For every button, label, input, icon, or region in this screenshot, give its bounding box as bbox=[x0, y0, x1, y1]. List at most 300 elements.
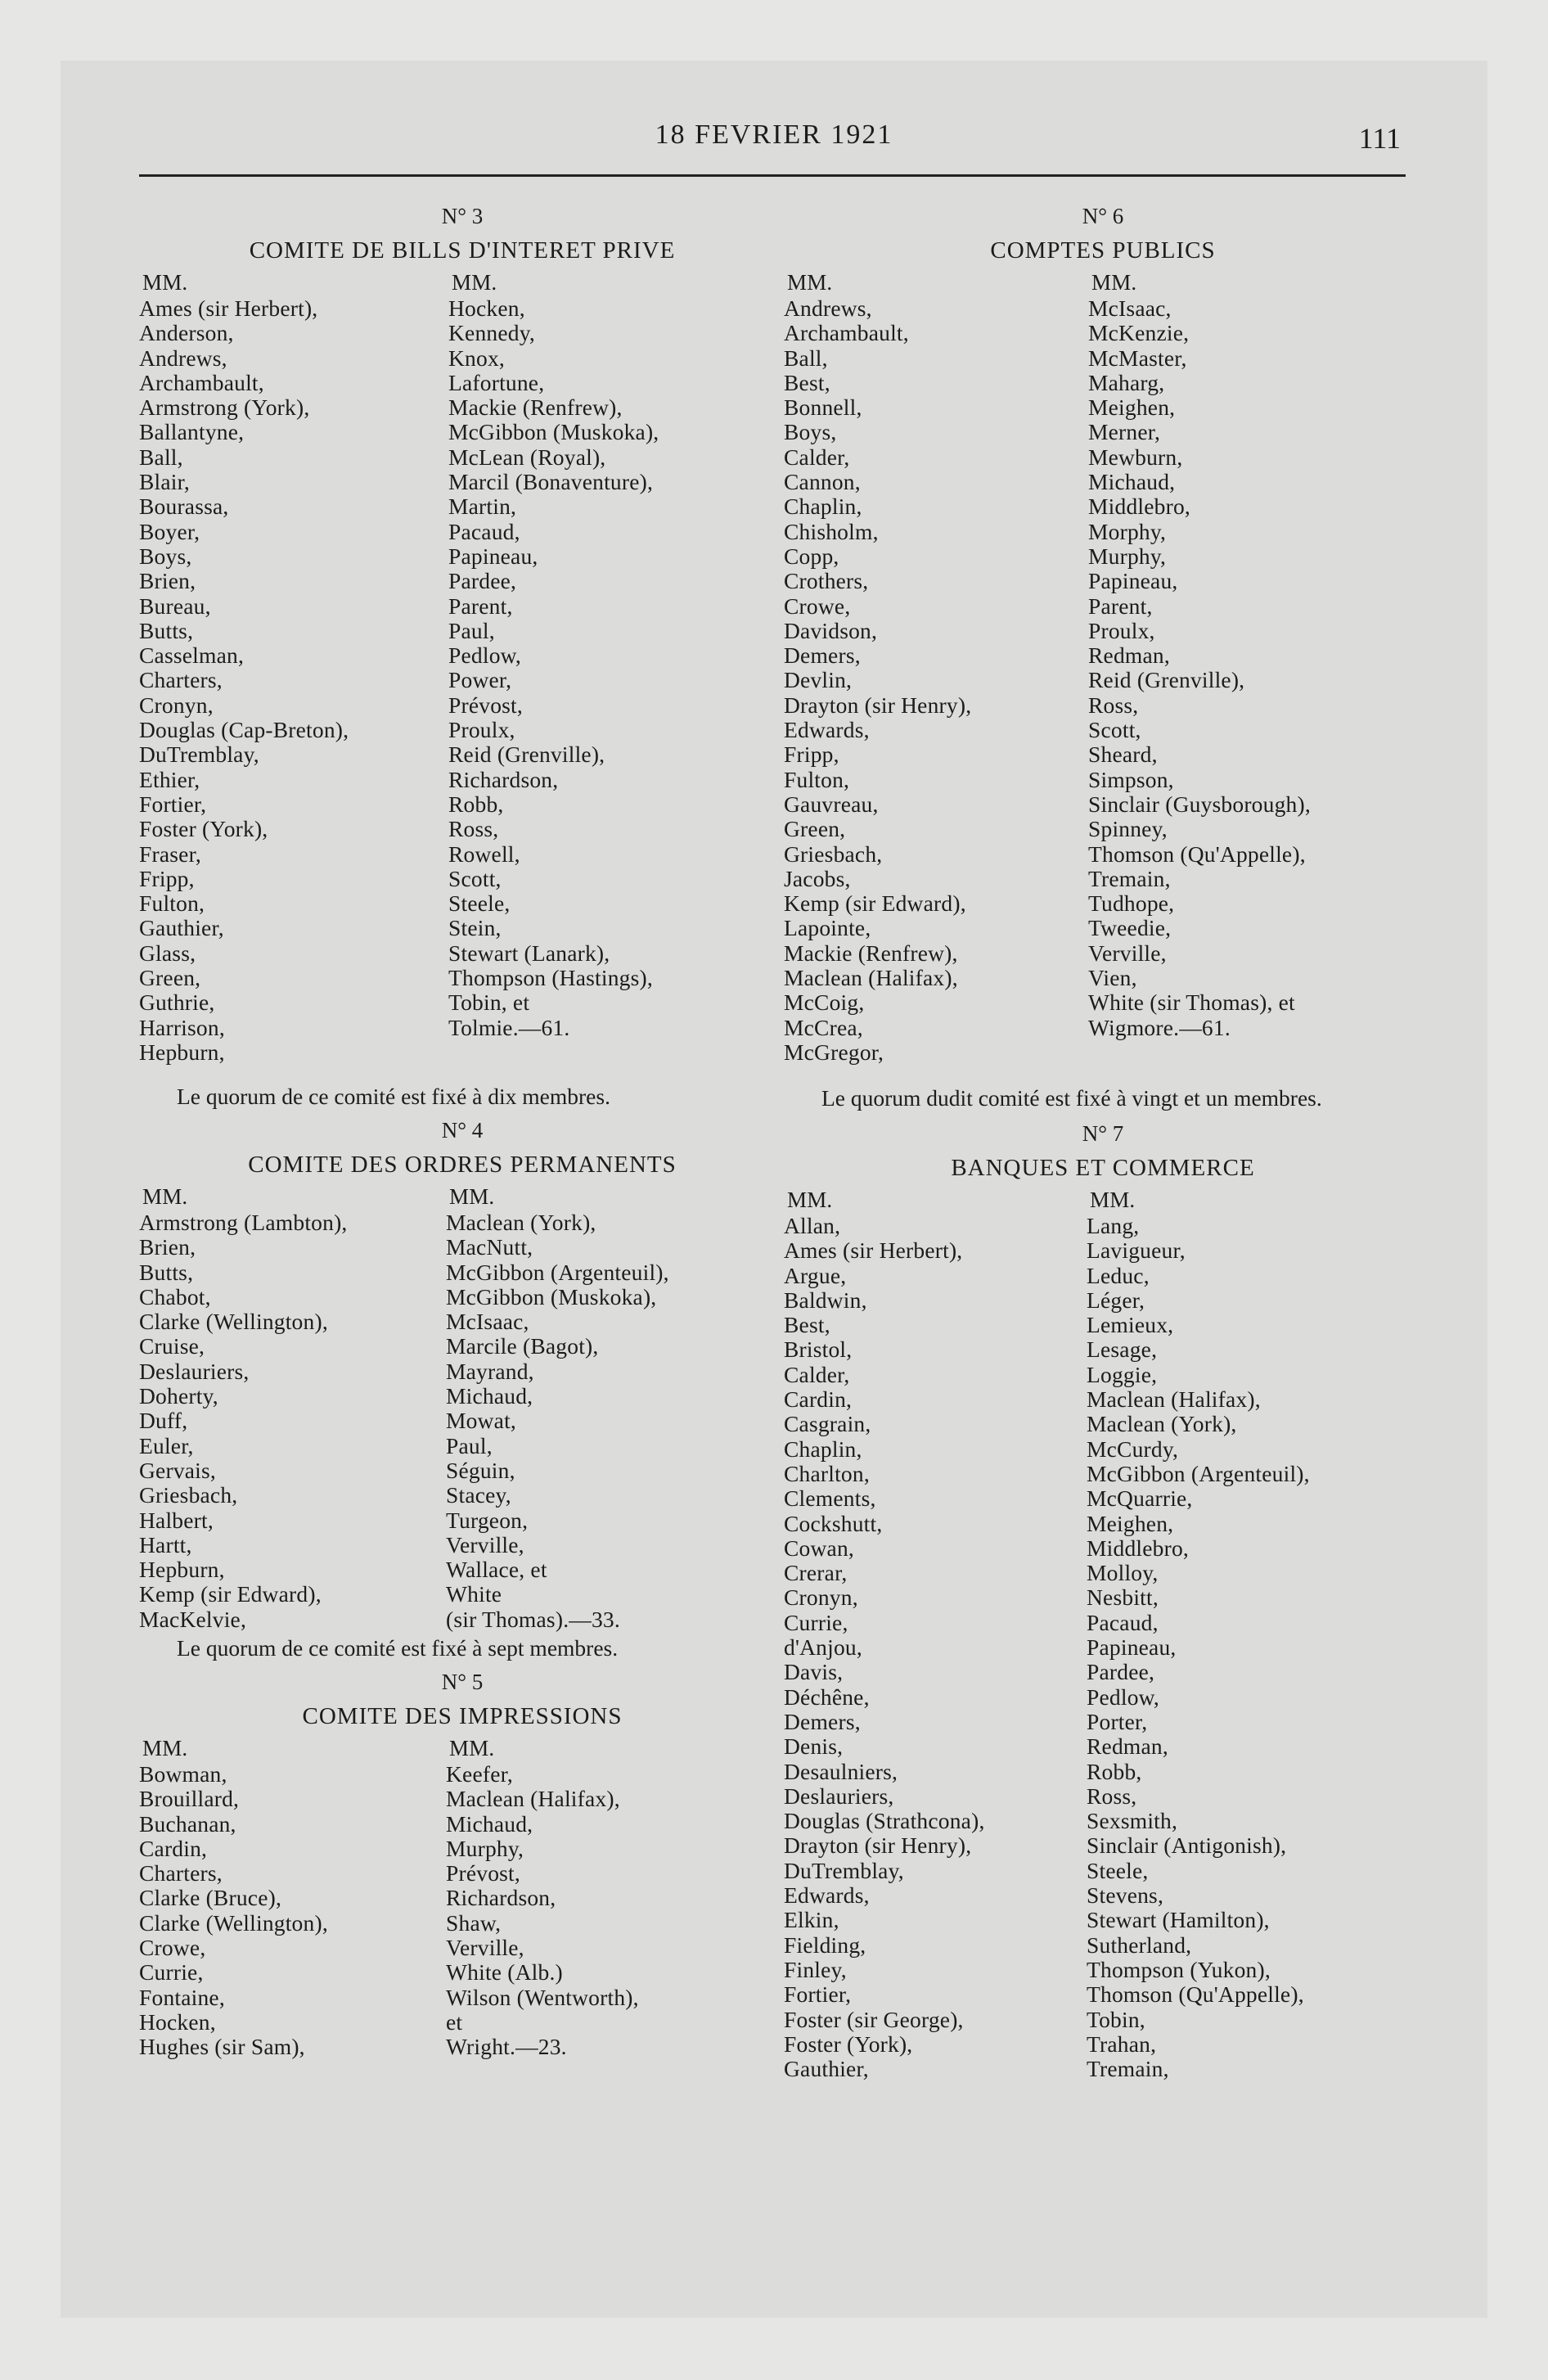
member-list-col2 bbox=[1087, 1186, 1310, 2081]
member-name: Wright.—23. bbox=[446, 2034, 567, 2060]
member-name: Tobin, et bbox=[448, 989, 530, 1016]
member-name: Knox, bbox=[448, 345, 505, 371]
member-name: Crerar, bbox=[784, 1560, 848, 1586]
member-name: Tolmie.—61. bbox=[448, 1014, 570, 1040]
member-name: Maclean (York), bbox=[1087, 1411, 1237, 1437]
member-name: Jacobs, bbox=[784, 865, 851, 891]
committee-4 bbox=[139, 1114, 785, 1661]
member-name: et bbox=[446, 2008, 463, 2035]
member-name: Best, bbox=[784, 1312, 830, 1338]
list-header: MM. bbox=[787, 270, 833, 295]
member-name: Mackie (Renfrew), bbox=[784, 940, 958, 966]
member-name: Gervais, bbox=[139, 1457, 216, 1483]
member-name: Elkin, bbox=[784, 1907, 839, 1933]
member-name: (sir Thomas).—33. bbox=[446, 1606, 620, 1632]
committee-number: N° 4 bbox=[441, 1118, 484, 1143]
member-name: Charters, bbox=[139, 667, 223, 693]
list-header: MM. bbox=[142, 1736, 188, 1760]
member-name: Merner, bbox=[1088, 419, 1161, 445]
member-name: Ball, bbox=[139, 444, 183, 470]
member-name: Stewart (Lanark), bbox=[448, 940, 610, 966]
running-head bbox=[61, 119, 1487, 156]
member-name: Keefer, bbox=[446, 1761, 513, 1787]
member-name: Redman, bbox=[1087, 1733, 1168, 1760]
member-name: Verville, bbox=[446, 1531, 524, 1557]
committee-number: N° 7 bbox=[1082, 1121, 1124, 1146]
member-name: Cowan, bbox=[784, 1535, 854, 1561]
member-name: Ballantyne, bbox=[139, 419, 245, 445]
list-header: MM. bbox=[452, 270, 497, 295]
member-name: Calder, bbox=[784, 444, 850, 470]
member-name: Thomson (Qu'Appelle), bbox=[1088, 841, 1306, 867]
member-list-col1 bbox=[139, 1734, 328, 2060]
committee-number: N° 6 bbox=[1082, 204, 1124, 228]
member-name: Fulton, bbox=[139, 890, 205, 917]
member-name: Chaplin, bbox=[784, 1436, 862, 1462]
member-name: Molloy, bbox=[1087, 1560, 1159, 1586]
member-list-col1 bbox=[139, 268, 349, 1065]
member-name: Steele, bbox=[1087, 1857, 1149, 1883]
list-header: MM. bbox=[449, 1736, 495, 1760]
member-name: Archambault, bbox=[139, 369, 264, 395]
member-name: Lavigueur, bbox=[1087, 1237, 1186, 1264]
member-name: Glass, bbox=[139, 940, 196, 966]
list-header: MM. bbox=[787, 1188, 833, 1212]
member-name: Ball, bbox=[784, 345, 828, 371]
member-name: Brien, bbox=[139, 568, 196, 594]
member-name: Desaulniers, bbox=[784, 1758, 898, 1784]
member-name: Bristol, bbox=[784, 1336, 853, 1363]
member-name: Murphy, bbox=[1088, 543, 1167, 569]
member-name: Pacaud, bbox=[1087, 1609, 1159, 1635]
member-name: Tudhope, bbox=[1088, 890, 1175, 917]
member-name: McGibbon (Argenteuil), bbox=[446, 1259, 669, 1285]
member-lists bbox=[784, 1186, 1422, 2103]
member-lists bbox=[784, 268, 1422, 1083]
member-name: Mayrand, bbox=[446, 1358, 534, 1384]
member-name: Buchanan, bbox=[139, 1810, 236, 1837]
member-name: Hughes (sir Sam), bbox=[139, 2034, 305, 2060]
member-name: Fortier, bbox=[784, 1981, 852, 2008]
member-name: Andrews, bbox=[784, 295, 872, 321]
member-name: Boys, bbox=[784, 419, 837, 445]
member-name: Lafortune, bbox=[448, 369, 545, 395]
member-name: Stevens, bbox=[1087, 1882, 1164, 1909]
member-name: McCoig, bbox=[784, 989, 865, 1016]
member-name: Reid (Grenville), bbox=[1088, 667, 1245, 693]
member-list-col1 bbox=[139, 1183, 348, 1632]
member-name: Deslauriers, bbox=[139, 1358, 250, 1384]
member-name: Foster (York), bbox=[784, 2031, 913, 2057]
member-name: White (sir Thomas), et bbox=[1088, 989, 1295, 1016]
member-name: Papineau, bbox=[448, 543, 538, 569]
committee-5 bbox=[139, 1666, 785, 2062]
member-name: Boyer, bbox=[139, 518, 200, 544]
member-name: Fielding, bbox=[784, 1931, 866, 1958]
member-name: Leduc, bbox=[1087, 1262, 1150, 1288]
member-name: Clarke (Bruce), bbox=[139, 1885, 282, 1911]
member-name: Maclean (Halifax), bbox=[784, 965, 958, 991]
member-name: Lang, bbox=[1087, 1213, 1140, 1238]
committee-7 bbox=[784, 1117, 1422, 2103]
member-name: Demers, bbox=[784, 1708, 861, 1734]
member-name: Pacaud, bbox=[448, 518, 520, 544]
committee-3 bbox=[139, 200, 785, 1109]
member-name: Pedlow, bbox=[448, 642, 521, 669]
member-name: Porter, bbox=[1087, 1708, 1148, 1734]
list-header: MM. bbox=[1091, 270, 1137, 295]
member-name: Clements, bbox=[784, 1485, 876, 1512]
member-name: Michaud, bbox=[446, 1383, 533, 1409]
member-name: Gauthier, bbox=[139, 915, 224, 941]
member-name: Bonnell, bbox=[784, 394, 862, 421]
member-name: Finley, bbox=[784, 1956, 847, 1982]
member-name: Simpson, bbox=[1088, 766, 1174, 792]
member-name: Middlebro, bbox=[1087, 1535, 1189, 1561]
member-name: McGibbon (Muskoka), bbox=[448, 419, 659, 445]
member-name: Meighen, bbox=[1088, 394, 1176, 421]
member-name: Sinclair (Antigonish), bbox=[1087, 1832, 1287, 1859]
member-name: McCurdy, bbox=[1087, 1436, 1179, 1462]
member-name: Meighen, bbox=[1087, 1510, 1174, 1536]
member-name: Currie, bbox=[139, 1959, 204, 1986]
member-name: White (Alb.) bbox=[446, 1959, 563, 1986]
member-name: Pardee, bbox=[448, 568, 517, 594]
member-name: Lesage, bbox=[1087, 1336, 1158, 1363]
member-name: Papineau, bbox=[1087, 1634, 1177, 1661]
member-name: Clarke (Wellington), bbox=[139, 1309, 328, 1335]
member-name: Stewart (Hamilton), bbox=[1087, 1907, 1270, 1933]
member-name: Vien, bbox=[1088, 965, 1137, 991]
member-name: Drayton (sir Henry), bbox=[784, 692, 972, 718]
member-name: Spinney, bbox=[1088, 816, 1168, 842]
member-name: DuTremblay, bbox=[139, 741, 259, 768]
member-name: Ross, bbox=[1087, 1783, 1137, 1809]
member-name: Proulx, bbox=[448, 717, 515, 743]
member-name: Boys, bbox=[139, 543, 192, 569]
quorum-note: Le quorum dudit comité est fixé à vingt et un membres. bbox=[821, 1085, 1322, 1111]
member-name: Gauthier, bbox=[784, 2056, 869, 2082]
member-name: Currie, bbox=[784, 1609, 848, 1635]
member-name: Martin, bbox=[448, 494, 517, 520]
member-name: Foster (York), bbox=[139, 816, 268, 842]
member-name: Murphy, bbox=[446, 1835, 524, 1861]
committee-title: COMITE DES ORDRES PERMANENTS bbox=[248, 1152, 677, 1178]
member-name: Ross, bbox=[1088, 692, 1139, 718]
member-name: McIsaac, bbox=[446, 1309, 529, 1335]
member-name: Green, bbox=[139, 965, 201, 991]
member-name: Nesbitt, bbox=[1087, 1584, 1159, 1611]
member-name: McCrea, bbox=[784, 1014, 863, 1040]
member-name: Ames (sir Herbert), bbox=[784, 1237, 963, 1264]
member-name: McGibbon (Argenteuil), bbox=[1087, 1460, 1310, 1486]
member-name: Green, bbox=[784, 816, 846, 842]
member-name: Sutherland, bbox=[1087, 1931, 1192, 1958]
member-list-col1 bbox=[784, 1186, 985, 2081]
member-name: Parent, bbox=[1088, 593, 1153, 619]
member-name: Shaw, bbox=[446, 1909, 502, 1936]
member-list-col2 bbox=[446, 1183, 669, 1632]
list-header: MM. bbox=[1090, 1188, 1136, 1212]
member-name: Stacey, bbox=[446, 1482, 511, 1508]
member-name: Thompson (Yukon), bbox=[1087, 1956, 1271, 1982]
member-name: Cannon, bbox=[784, 469, 861, 495]
member-name: Sinclair (Guysborough), bbox=[1088, 791, 1311, 817]
member-name: Power, bbox=[448, 667, 512, 693]
member-name: Brien, bbox=[139, 1234, 196, 1260]
member-name: Ross, bbox=[448, 816, 499, 842]
member-name: Kemp (sir Edward), bbox=[784, 890, 966, 917]
member-name: DuTremblay, bbox=[784, 1857, 904, 1883]
member-list-col2 bbox=[448, 268, 659, 1040]
member-name: Chisholm, bbox=[784, 518, 879, 544]
member-name: Argue, bbox=[784, 1262, 847, 1288]
member-name: Pedlow, bbox=[1087, 1684, 1159, 1710]
member-name: Séguin, bbox=[446, 1457, 515, 1483]
member-name: Mewburn, bbox=[1088, 444, 1183, 470]
member-name: MacKelvie, bbox=[139, 1606, 247, 1632]
member-name: Proulx, bbox=[1088, 617, 1155, 643]
quorum-note: Le quorum de ce comité est fixé à dix membres. bbox=[177, 1084, 610, 1109]
member-name: Tweedie, bbox=[1088, 915, 1172, 941]
member-name: Douglas (Strathcona), bbox=[784, 1808, 985, 1834]
member-name: Thompson (Hastings), bbox=[448, 965, 653, 991]
member-name: Sexsmith, bbox=[1087, 1808, 1178, 1834]
member-name: Scott, bbox=[448, 865, 502, 891]
member-name: Chaplin, bbox=[784, 494, 862, 520]
member-name: Wallace, et bbox=[446, 1557, 547, 1583]
member-name: Reid (Grenville), bbox=[448, 741, 605, 768]
member-name: Devlin, bbox=[784, 667, 853, 693]
member-name: Edwards, bbox=[784, 1882, 870, 1909]
member-name: Stein, bbox=[448, 915, 502, 941]
member-lists bbox=[139, 268, 785, 1083]
member-name: Drayton (sir Henry), bbox=[784, 1832, 972, 1859]
member-name: Kennedy, bbox=[448, 320, 535, 346]
member-name: Richardson, bbox=[448, 766, 559, 792]
member-name: Verville, bbox=[446, 1935, 524, 1961]
member-name: Blair, bbox=[139, 469, 190, 495]
member-name: Hocken, bbox=[139, 2008, 216, 2035]
member-name: Middlebro, bbox=[1088, 494, 1190, 520]
member-name: Kemp (sir Edward), bbox=[139, 1581, 322, 1607]
member-name: Bourassa, bbox=[139, 494, 229, 520]
member-name: Bureau, bbox=[139, 593, 211, 619]
member-name: Euler, bbox=[139, 1432, 194, 1458]
member-name: McLean (Royal), bbox=[448, 444, 606, 470]
member-name: Maharg, bbox=[1088, 369, 1165, 395]
document-page bbox=[61, 61, 1487, 2318]
member-name: Clarke (Wellington), bbox=[139, 1909, 328, 1936]
member-name: Fortier, bbox=[139, 791, 207, 817]
member-name: Deslauriers, bbox=[784, 1783, 894, 1809]
member-name: Demers, bbox=[784, 642, 861, 669]
member-name: Morphy, bbox=[1088, 518, 1167, 544]
member-name: Tremain, bbox=[1087, 2056, 1169, 2082]
member-name: Richardson, bbox=[446, 1885, 556, 1911]
member-name: MacNutt, bbox=[446, 1234, 533, 1260]
member-name: Denis, bbox=[784, 1733, 844, 1760]
member-name: McGregor, bbox=[784, 1039, 884, 1065]
member-name: Edwards, bbox=[784, 717, 870, 743]
member-name: Crothers, bbox=[784, 568, 869, 594]
member-name: Hartt, bbox=[139, 1531, 192, 1557]
list-header: MM. bbox=[142, 270, 188, 295]
member-name: Loggie, bbox=[1087, 1361, 1158, 1387]
member-name: McGibbon (Muskoka), bbox=[446, 1283, 657, 1309]
member-name: Wilson (Wentworth), bbox=[446, 1984, 639, 2010]
committee-title: COMITE DE BILLS D'INTERET PRIVE bbox=[249, 237, 676, 264]
member-name: Hocken, bbox=[448, 295, 525, 321]
member-name: Andrews, bbox=[139, 345, 227, 371]
member-name: Davis, bbox=[784, 1659, 844, 1685]
member-name: Lemieux, bbox=[1087, 1312, 1174, 1338]
member-name: Wigmore.—61. bbox=[1088, 1014, 1231, 1040]
member-list-col2 bbox=[1088, 268, 1311, 1040]
member-name: Déchêne, bbox=[784, 1684, 870, 1710]
member-name: Prévost, bbox=[448, 692, 523, 718]
member-name: Calder, bbox=[784, 1361, 850, 1387]
member-name: Thomson (Qu'Appelle), bbox=[1087, 1981, 1304, 2008]
member-name: Fraser, bbox=[139, 841, 201, 867]
member-name: Brouillard, bbox=[139, 1786, 240, 1812]
member-name: Turgeon, bbox=[446, 1507, 529, 1533]
member-name: Léger, bbox=[1087, 1287, 1145, 1313]
member-name: Armstrong (Lambton), bbox=[139, 1210, 348, 1235]
member-lists bbox=[139, 1183, 785, 1634]
member-name: Sheard, bbox=[1088, 741, 1158, 768]
member-name: Cronyn, bbox=[784, 1584, 858, 1611]
member-name: Bowman, bbox=[139, 1761, 227, 1787]
member-name: Charlton, bbox=[784, 1460, 870, 1486]
member-name: Tremain, bbox=[1088, 865, 1171, 891]
member-name: Halbert, bbox=[139, 1507, 214, 1533]
member-list-col1 bbox=[784, 268, 971, 1065]
page-date-title: 18 FEVRIER 1921 bbox=[655, 119, 893, 150]
member-name: Hepburn, bbox=[139, 1557, 225, 1583]
member-name: Casgrain, bbox=[784, 1411, 871, 1437]
committee-title: COMITE DES IMPRESSIONS bbox=[302, 1703, 623, 1729]
member-name: Baldwin, bbox=[784, 1287, 867, 1313]
member-name: Maclean (York), bbox=[446, 1210, 596, 1235]
member-name: Steele, bbox=[448, 890, 511, 917]
member-name: McIsaac, bbox=[1088, 295, 1172, 321]
member-name: Douglas (Cap-Breton), bbox=[139, 717, 349, 743]
member-name: Allan, bbox=[784, 1213, 841, 1238]
member-name: Butts, bbox=[139, 1259, 194, 1285]
member-list-col2 bbox=[446, 1734, 639, 2060]
member-name: Maclean (Halifax), bbox=[446, 1786, 620, 1812]
member-name: Griesbach, bbox=[784, 841, 883, 867]
committee-title: BANQUES ET COMMERCE bbox=[951, 1155, 1255, 1181]
member-name: Mowat, bbox=[446, 1408, 516, 1434]
member-name: Foster (sir George), bbox=[784, 2006, 964, 2032]
member-name: Crowe, bbox=[784, 593, 851, 619]
committee-number: N° 3 bbox=[441, 204, 484, 228]
member-name: Copp, bbox=[784, 543, 839, 569]
list-header: MM. bbox=[142, 1184, 188, 1209]
member-name: Mackie (Renfrew), bbox=[448, 394, 623, 421]
member-name: Griesbach, bbox=[139, 1482, 238, 1508]
committee-number: N° 5 bbox=[441, 1670, 484, 1694]
member-name: Archambault, bbox=[784, 320, 909, 346]
member-name: Guthrie, bbox=[139, 989, 215, 1016]
member-name: Michaud, bbox=[446, 1810, 533, 1837]
member-name: Redman, bbox=[1088, 642, 1170, 669]
member-name: Marcil (Bonaventure), bbox=[448, 469, 654, 495]
member-name: Hepburn, bbox=[139, 1039, 225, 1065]
member-name: Davidson, bbox=[784, 617, 878, 643]
member-name: Casselman, bbox=[139, 642, 245, 669]
quorum-note: Le quorum de ce comité est fixé à sept membres. bbox=[177, 1635, 619, 1661]
member-name: Cardin, bbox=[784, 1386, 853, 1413]
member-name: Butts, bbox=[139, 617, 194, 643]
member-name: Fripp, bbox=[139, 865, 195, 891]
member-name: Michaud, bbox=[1088, 469, 1176, 495]
header-rule bbox=[139, 174, 1406, 177]
member-name: d'Anjou, bbox=[784, 1634, 862, 1661]
member-name: Tobin, bbox=[1087, 2006, 1145, 2032]
member-name: Verville, bbox=[1088, 940, 1167, 966]
member-name: Fripp, bbox=[784, 741, 839, 768]
member-name: Cronyn, bbox=[139, 692, 214, 718]
list-header: MM. bbox=[449, 1184, 495, 1209]
member-name: Ethier, bbox=[139, 766, 200, 792]
member-name: Pardee, bbox=[1087, 1659, 1155, 1685]
member-name: Ames (sir Herbert), bbox=[139, 295, 318, 321]
member-name: Gauvreau, bbox=[784, 791, 879, 817]
member-name: Prévost, bbox=[446, 1860, 520, 1886]
member-lists bbox=[139, 1734, 785, 2062]
member-name: White bbox=[446, 1581, 502, 1607]
member-name: Crowe, bbox=[139, 1935, 206, 1961]
member-name: Trahan, bbox=[1087, 2031, 1157, 2057]
member-name: Papineau, bbox=[1088, 568, 1178, 594]
member-name: McQuarrie, bbox=[1087, 1485, 1193, 1512]
right-column bbox=[784, 200, 1422, 2103]
member-name: Cruise, bbox=[139, 1333, 205, 1359]
member-name: McMaster, bbox=[1088, 345, 1187, 371]
member-name: Lapointe, bbox=[784, 915, 871, 941]
member-name: Cardin, bbox=[139, 1835, 208, 1861]
member-name: Cockshutt, bbox=[784, 1510, 883, 1536]
member-name: Charters, bbox=[139, 1860, 223, 1886]
committee-6 bbox=[784, 200, 1422, 1111]
member-name: Maclean (Halifax), bbox=[1087, 1386, 1261, 1413]
member-name: Paul, bbox=[448, 617, 495, 643]
member-name: Robb, bbox=[448, 791, 504, 817]
member-name: Doherty, bbox=[139, 1383, 218, 1409]
member-name: Anderson, bbox=[139, 320, 234, 346]
member-name: Harrison, bbox=[139, 1014, 225, 1040]
member-name: Rowell, bbox=[448, 841, 520, 867]
committee-title: COMPTES PUBLICS bbox=[990, 237, 1216, 264]
left-column bbox=[139, 200, 785, 2062]
member-name: McKenzie, bbox=[1088, 320, 1190, 346]
member-name: Fulton, bbox=[784, 766, 850, 792]
member-name: Scott, bbox=[1088, 717, 1141, 743]
member-name: Armstrong (York), bbox=[139, 394, 310, 421]
member-name: Marcile (Bagot), bbox=[446, 1333, 599, 1359]
member-name: Robb, bbox=[1087, 1758, 1142, 1784]
member-name: Duff, bbox=[139, 1408, 188, 1434]
member-name: Fontaine, bbox=[139, 1984, 225, 2010]
member-name: Chabot, bbox=[139, 1283, 211, 1309]
member-name: Paul, bbox=[446, 1432, 493, 1458]
member-name: Best, bbox=[784, 369, 830, 395]
page-number: 111 bbox=[1358, 122, 1401, 155]
member-name: Parent, bbox=[448, 593, 513, 619]
